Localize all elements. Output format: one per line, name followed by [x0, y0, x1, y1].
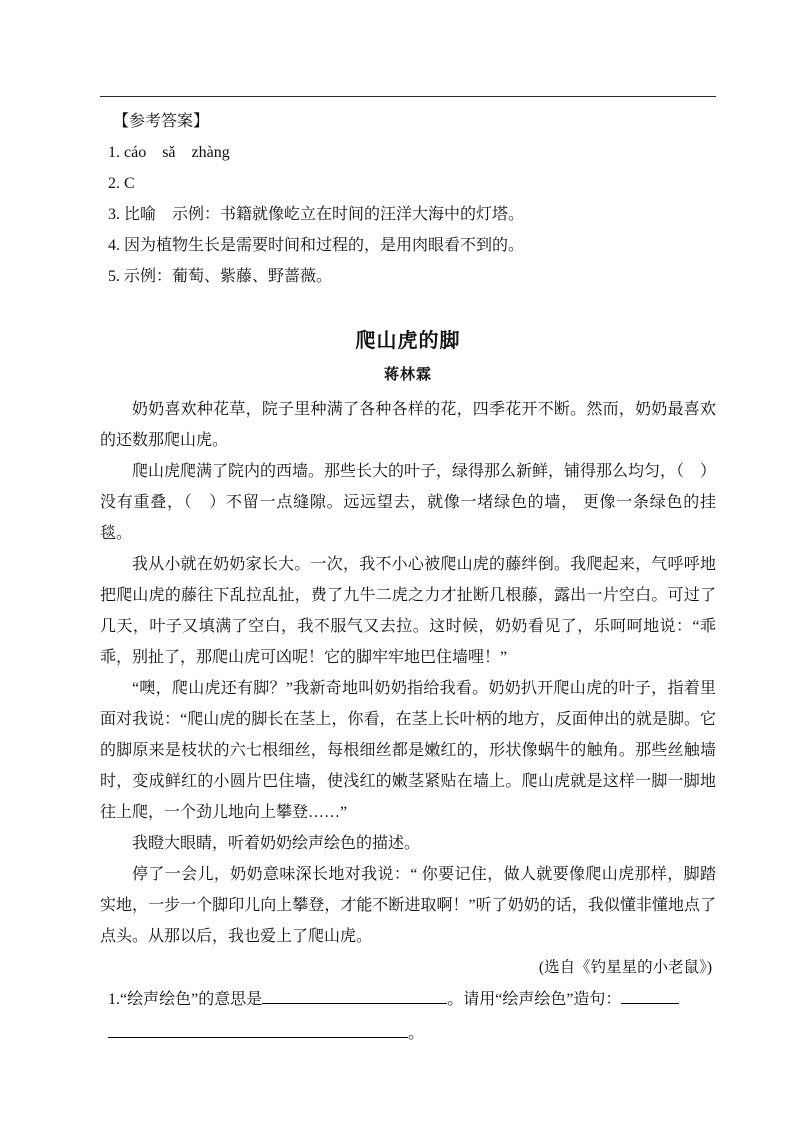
answer-item-1: 1. cáo sǎ zhàng: [108, 144, 230, 161]
answer-item-4: 4. 因为植物生长是需要时间和过程的，是用肉眼看不到的。: [108, 237, 525, 254]
header-divider: [100, 96, 716, 97]
answer-item-5: 5. 示例：葡萄、紫藤、野蔷薇。: [108, 268, 333, 285]
question-1-text-end: 。: [408, 1025, 425, 1042]
answer-item-3: 3. 比喻 示例：书籍就像屹立在时间的汪洋大海中的灯塔。: [108, 206, 525, 223]
article-paragraph: 我瞪大眼睛，听着奶奶绘声绘色的描述。: [132, 835, 421, 852]
article-paragraph: 奶奶喜欢种花草，院子里种满了各种各样的花，四季花开不断。然而，奶奶最喜欢的还数那爬山虎。: [100, 401, 716, 449]
answer-item-2: 2. C: [108, 175, 135, 192]
question-1-text-start: 1.“绘声绘色”的意思是: [108, 991, 263, 1008]
reference-answers-section: [100, 106, 716, 292]
answers-header: 【参考答案】: [113, 113, 210, 130]
article-title: 爬山虎的脚: [355, 330, 461, 352]
answer-blank-sentence-start: [621, 989, 679, 1004]
question-1-text-middle: 。请用“绘声绘色”造句：: [447, 991, 622, 1008]
article-body: [100, 394, 716, 983]
article-author: 蒋林霖: [383, 367, 432, 383]
answer-blank-meaning: [262, 989, 447, 1004]
article-paragraph: 爬山虎爬满了院内的西墙。那些长大的叶子，绿得那么新鲜，铺得那么均匀，（ ）没有重叠，（ ）不留一点缝隙。远远望去，就像一堵绿色的墙， 更像一条绿色的挂毯。: [100, 463, 717, 542]
article-paragraph: 我从小就在奶奶家长大。一次，我不小心被爬山虎的藤绊倒。我爬起来，气呼呼地把爬山虎的藤往下乱拉乱扯，费了九牛二虎之力才扯断几根藤，露出一片空白。可过了几天，叶子又填满了空白，我不服气又去拉。这时候，奶奶看见了，乐呵呵地说：“乖乖，别扯了，那爬山虎可凶呢！它的脚牢牢地巴住墙哩！”: [100, 556, 716, 666]
question-1: [100, 983, 716, 1051]
article-paragraph: 停了一会儿，奶奶意味深长地对我说：“ 你要记住，做人就要像爬山虎那样，脚踏实地，一步一个脚印儿向上攀登，才能不断进取啊！”听了奶奶的话，我似懂非懂地点了点头。从那以后，我也爱上了爬山虎。: [100, 866, 716, 945]
source-attribution: (选自《钓星星的小老鼠》): [538, 959, 712, 976]
article-paragraph: “噢，爬山虎还有脚？”我新奇地叫奶奶指给我看。奶奶扒开爬山虎的叶子，指着里面对我说：“爬山虎的脚长在茎上，你看，在茎上长叶柄的地方，反面伸出的就是脚。它的脚原来是枝状的六七根细丝，每根细丝都是嫩红的，形状像蜗牛的触角。那些丝触墙时，变成鲜红的小圆片巴住墙，使浅红的嫩茎紧贴在墙上。爬山虎就是这样一脚一脚地往上爬，一个劲儿地向上攀登……”: [100, 680, 716, 821]
answer-blank-sentence-continue: [108, 1023, 408, 1038]
